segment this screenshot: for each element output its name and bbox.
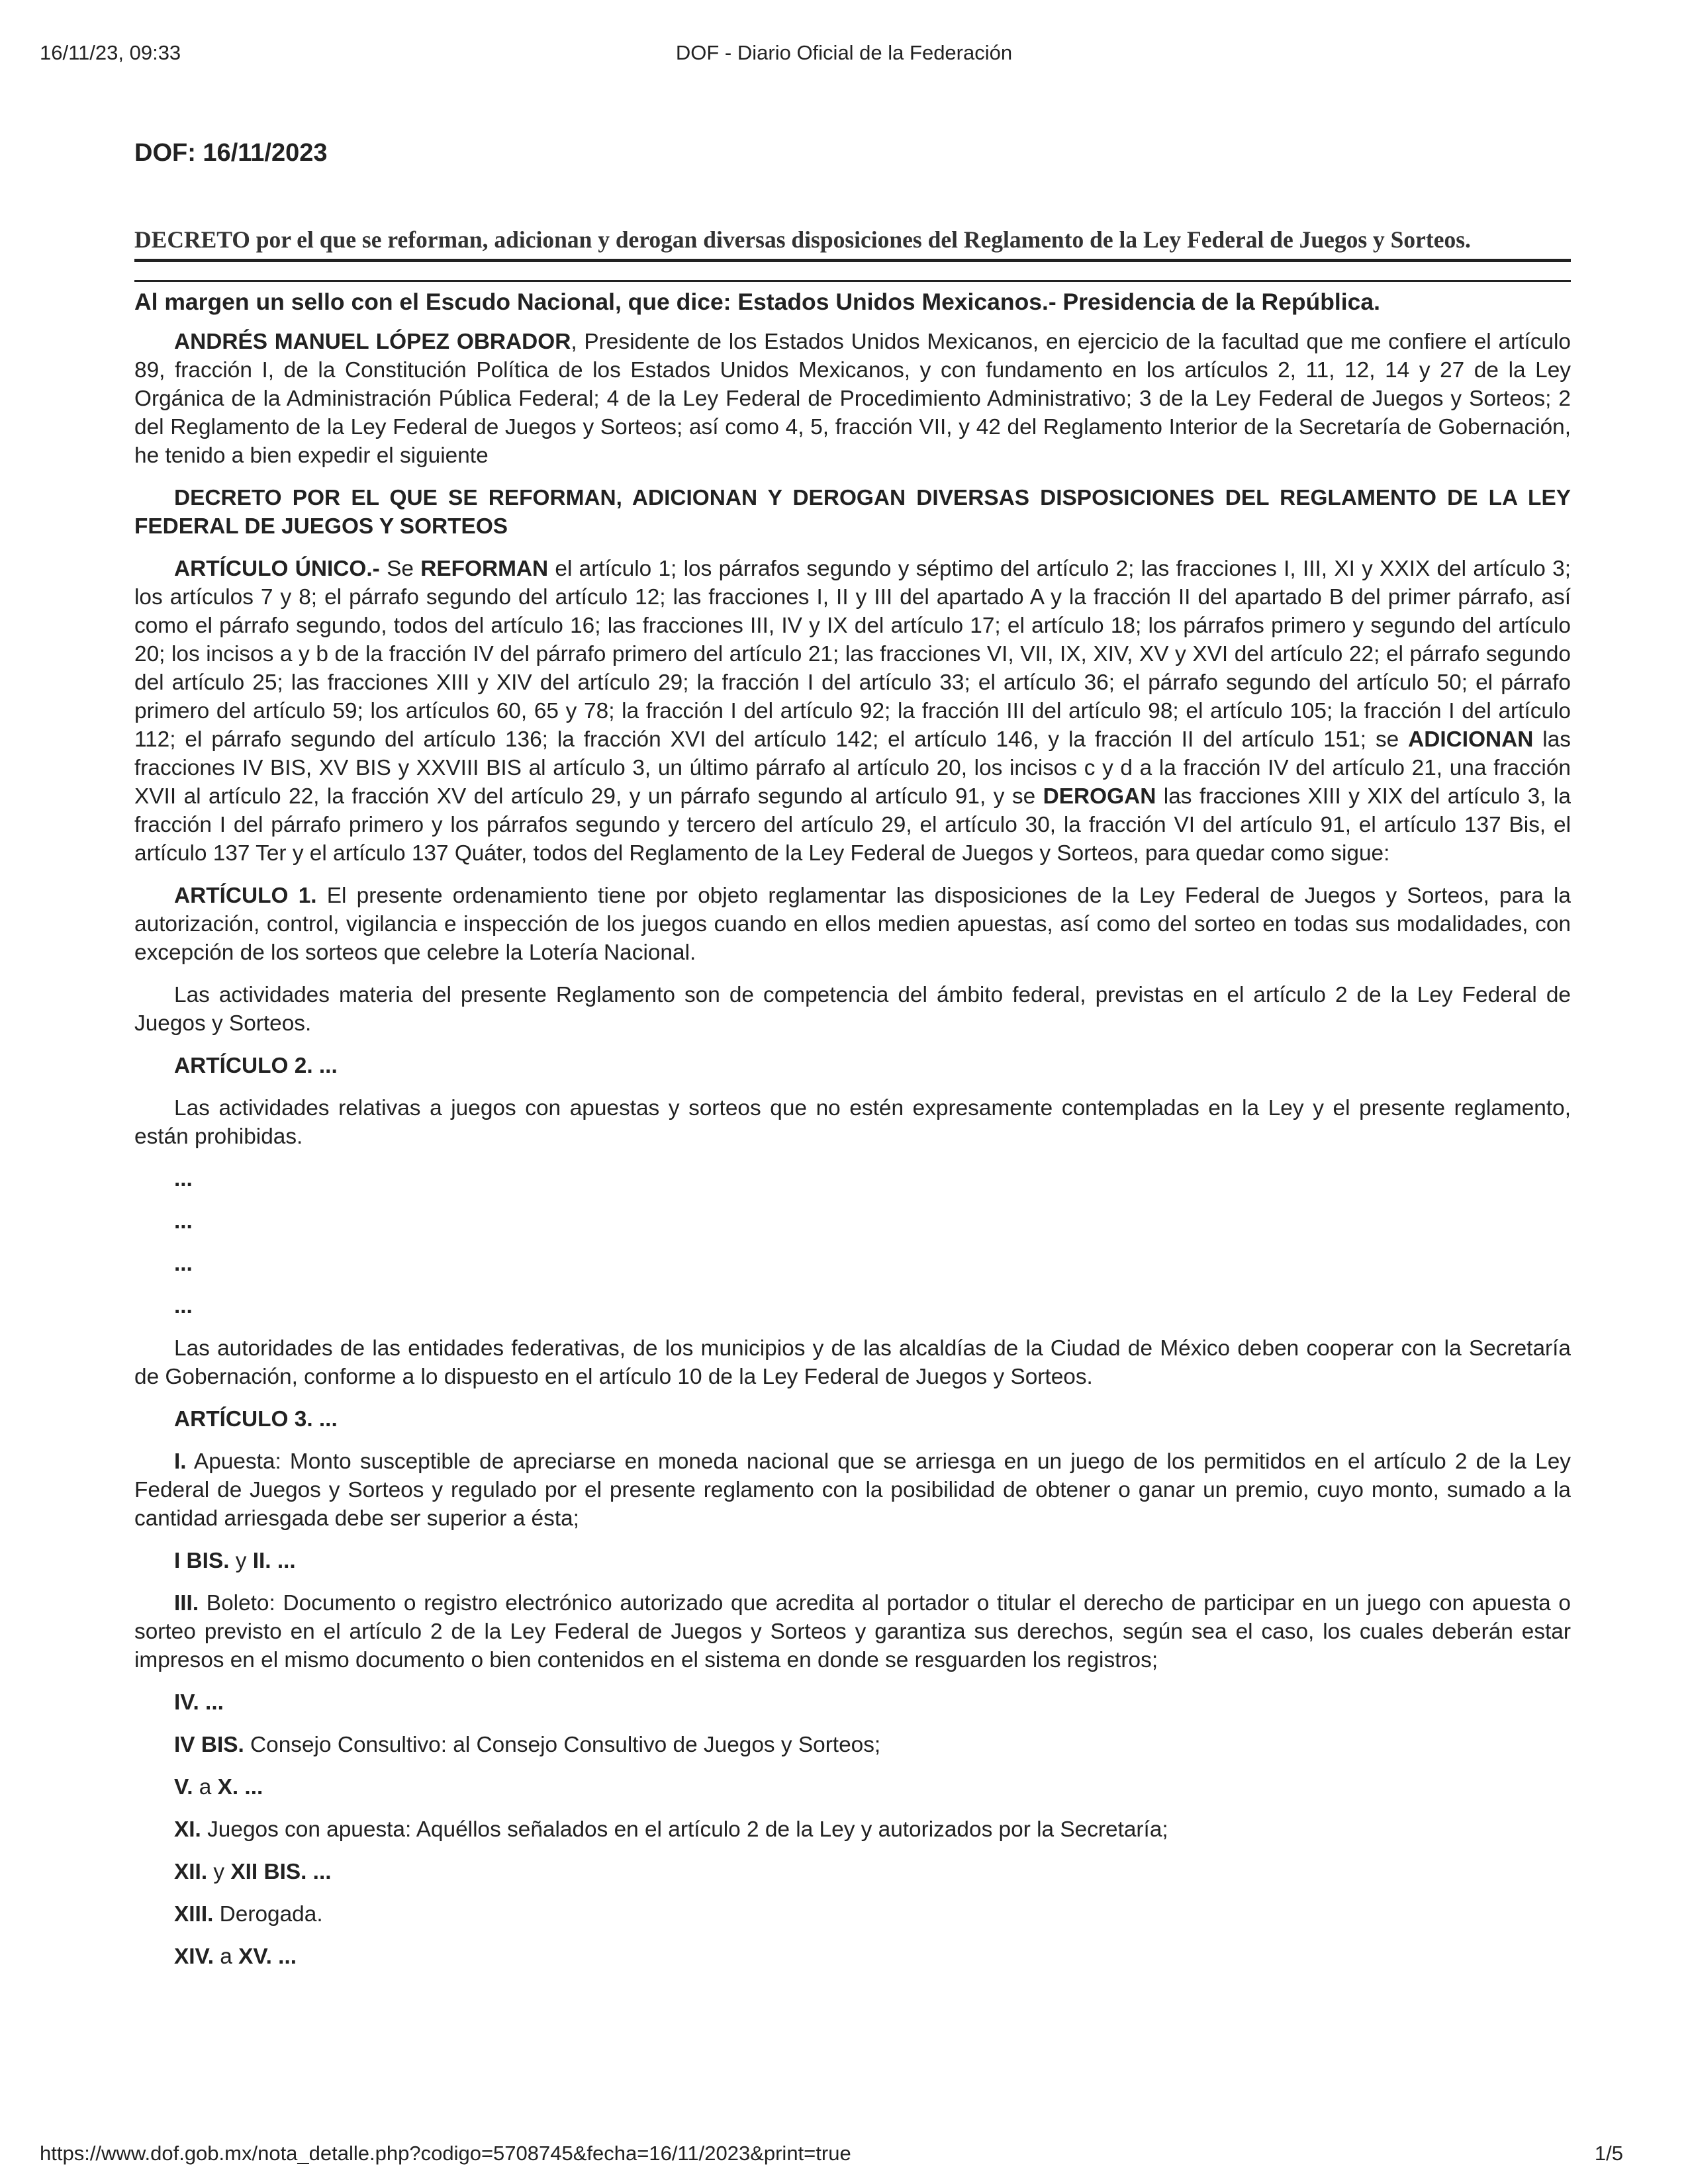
divider [134,280,1571,282]
fraction-xi: XI. Juegos con apuesta: Aquéllos señalados en el artículo 2 de la Ley y autorizados por la Secretaría; [174,1817,1168,1842]
preamble-paragraph: ANDRÉS MANUEL LÓPEZ OBRADOR, Presidente de los Estados Unidos Mexicanos, en ejercicio de la facultad que me confiere el artículo 89, fracción I, de la Constitución Política de los Estados Unidos Mexicanos, y con fundamento en los artículos 2, 11, 12, 14 y 27 de la Ley Orgánica de la Administración Pública Federal; 4 de la Ley Federal de Procedimiento Administrativo; 3 de la Ley Federal de Juegos y Sorteos; 2 del Reglamento de la Ley Federal de Juegos y Sorteos; así como 4, 5, fracción VII, y 42 del Reglamento Interior de la Secretaría de Gobernación, he tenido a bien expedir el siguiente [134,330,1571,468]
article-2-paragraph-last: Las autoridades de las entidades federativas, de los municipios y de las alcaldías de la Ciudad de México deben cooperar con la Secretaría de Gobernación, conforme a lo dispuesto en el artículo 10 de la Ley Federal de Juegos y Sorteos. [134,1336,1571,1389]
fraction-iv-bis: IV BIS. Consejo Consultivo: al Consejo Consultivo de Juegos y Sorteos; [174,1733,881,1757]
fraction-xiv-xv: XIV. a XV. ... [174,1944,297,1969]
ellipsis-line: ... [174,1251,193,1276]
decree-heading: DECRETO POR EL QUE SE REFORMAN, ADICIONAN Y DEROGAN DIVERSAS DISPOSICIONES DEL REGLAMENTO DE LA LEY FEDERAL DE JUEGOS Y SORTEOS [134,486,1571,539]
decree-title: DECRETO por el que se reforman, adicionan y derogan diversas disposiciones del Reglamento de la Ley Federal de Juegos y Sorteos. [134,226,1571,262]
print-header [0,41,1688,68]
article-3-heading: ARTÍCULO 3. ... [174,1407,338,1432]
page-number: 1/5 [1594,2142,1623,2165]
ellipsis-line: ... [174,1209,193,1234]
fraction-xiii: XIII. Derogada. [174,1902,323,1927]
print-page-title: DOF - Diario Oficial de la Federación [675,41,1013,64]
article-1: ARTÍCULO 1. El presente ordenamiento tiene por objeto reglamentar las disposiciones de la Ley Federal de Juegos y Sorteos, para la autorización, control, vigilancia e inspección de los juegos cuando en ellos medien apuestas, así como del sorteo en todas sus modalidades, con excepción de los sorteos que celebre la Lotería Nacional. [134,884,1571,965]
fraction-i: I. Apuesta: Monto susceptible de apreciarse en moneda nacional que se arriesga en un juego de los permitidos en el artículo 2 de la Ley Federal de Juegos y Sorteos y regulado por el presente reglamento con la posibilidad de obtener o ganar un premio, cuyo monto, sumado a la cantidad arriesgada debe ser superior a ésta; [134,1449,1571,1531]
article-2-paragraph: Las actividades relativas a juegos con apuestas y sorteos que no estén expresamente contempladas en la Ley y el presente reglamento, están prohibidas. [134,1096,1571,1149]
fraction-v-x: V. a X. ... [174,1775,263,1799]
article-2-heading: ARTÍCULO 2. ... [174,1054,338,1078]
document-body [134,139,1571,1985]
article-1-paragraph-2: Las actividades materia del presente Reglamento son de competencia del ámbito federal, previstas en el artículo 2 de la Ley Federal de Juegos y Sorteos. [134,983,1571,1036]
articulo-unico: ARTÍCULO ÚNICO.- Se REFORMAN el artículo 1; los párrafos segundo y séptimo del artículo 2; las fracciones I, III, XI y XXIX del artículo 3; los artículos 7 y 8; el párrafo segundo del artículo 12; las fracciones I, II y III del apartado A y la fracción II del apartado B del primer párrafo, así como el párrafo segundo, todos del artículo 16; las fracciones III, IV y IX del artículo 17; el artículo 18; los párrafos primero y segundo del artículo 20; los incisos a y b de la fracción IV del párrafo primero del artículo 21; las fracciones VI, VII, IX, XIV, XV y XVI del artículo 22; el párrafo segundo del artículo 25; las fracciones XIII y XIV del artículo 29; la fracción I del artículo 33; el artículo 36; el párrafo segundo del artículo 50; el párrafo primero del artículo 59; los artículos 60, 65 y 78; la fracción I del artículo 92; la fracción III del artículo 98; el artículo 105; la fracción I del artículo 112; el párrafo segundo del artículo 136; la fracción XVI del artículo 142; el artículo 146, y la fracción II del artículo 151; se ADICIONAN las fracciones IV BIS, XV BIS y XXVIII BIS al artículo 3, un último párrafo al artículo 20, los incisos c y d a la fracción IV del artículo 21, una fracción XVII al artículo 22, la fracción XV del artículo 29, y un párrafo segundo al artículo 91, y se DEROGAN las fracciones XIII y XIX del artículo 3, la fracción I del párrafo primero y los párrafos segundo y tercero del artículo 29, el artículo 30, la fracción VI del artículo 91, el artículo 137 Bis, el artículo 137 Ter y el artículo 137 Quáter, todos del Reglamento de la Ley Federal de Juegos y Sorteos, para quedar como sigue: [134,557,1571,866]
fraction-iv: IV. ... [174,1690,224,1715]
margin-note: Al margen un sello con el Escudo Nacional, que dice: Estados Unidos Mexicanos.- Presidencia de la República. [134,289,1381,315]
print-footer [0,2142,1688,2168]
print-datetime: 16/11/23, 09:33 [40,41,181,64]
fraction-i-bis: I BIS. y II. ... [174,1549,296,1573]
fraction-iii: III. Boleto: Documento o registro electrónico autorizado que acredita al portador o titular el derecho de participar en un juego con apuesta o sorteo previsto en el artículo 2 de la Ley Federal de Juegos y Sorteos y garantiza sus derechos, según sea el caso, los cuales deberán estar impresos en el mismo documento o bien contenidos en el sistema en donde se resguarden los registros; [134,1591,1571,1672]
fraction-xii: XII. y XII BIS. ... [174,1860,332,1884]
page-url: https://www.dof.gob.mx/nota_detalle.php?codigo=5708745&fecha=16/11/2023&print=true [40,2142,851,2165]
ellipsis-line: ... [174,1167,193,1191]
ellipsis-line: ... [174,1294,193,1318]
president-name: ANDRÉS MANUEL LÓPEZ OBRADOR [174,330,571,354]
dof-date: DOF: 16/11/2023 [134,139,328,167]
